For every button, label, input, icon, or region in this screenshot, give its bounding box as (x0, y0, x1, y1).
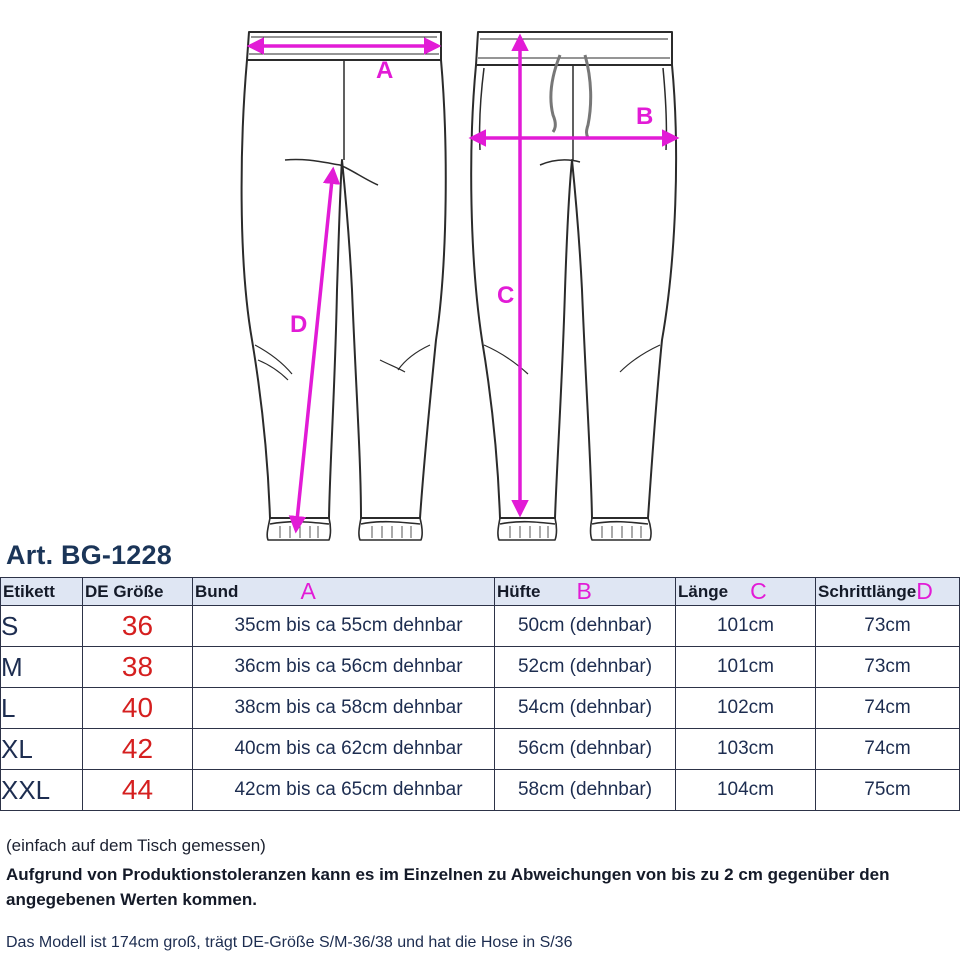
pants-back-view (242, 32, 446, 540)
table-row (1, 647, 960, 688)
header-schrittlaenge: SchrittlängeD (816, 578, 960, 606)
label-a: A (376, 57, 394, 84)
cell-bund: 40cm bis ca 62cm dehnbar (193, 729, 495, 770)
cell-huefte: 56cm (dehnbar) (495, 729, 676, 770)
drawstring-right (585, 55, 591, 138)
back-knee-right (380, 345, 430, 372)
size-table (0, 577, 960, 811)
header-bund: Bund A (193, 578, 495, 606)
cell-huefte: 52cm (dehnbar) (495, 647, 676, 688)
measurement-arrows (250, 37, 676, 530)
header-laenge: Länge C (676, 578, 816, 606)
drawstring-left (551, 55, 560, 132)
cell-schrittlaenge: 73cm (816, 606, 960, 647)
header-huefte: Hüfte B (495, 578, 676, 606)
label-c: C (497, 282, 515, 309)
cell-de-groesse: 42 (83, 729, 193, 770)
cell-bund: 42cm bis ca 65cm dehnbar (193, 770, 495, 811)
back-cuff-right (359, 518, 422, 540)
back-cuff-left (267, 518, 330, 540)
cell-bund: 38cm bis ca 58cm dehnbar (193, 688, 495, 729)
table-row (1, 729, 960, 770)
cell-schrittlaenge: 75cm (816, 770, 960, 811)
label-d: D (290, 311, 308, 338)
article-number: Art. BG-1228 (6, 540, 172, 570)
cell-laenge: 103cm (676, 729, 816, 770)
cell-de-groesse: 38 (83, 647, 193, 688)
cell-de-groesse: 40 (83, 688, 193, 729)
front-knee-right (620, 345, 660, 372)
cell-bund: 36cm bis ca 56cm dehnbar (193, 647, 495, 688)
front-fly-curve (540, 160, 580, 165)
measure-d-arrow (296, 170, 333, 530)
table-row (1, 688, 960, 729)
tolerance-note: Aufgrund von Produktionstoleranzen kann es im Einzelnen zu Abweichungen von bis zu 2 cm gegenüber den angegebenen Werten kommen. (6, 865, 890, 909)
cell-etikett: XXL (1, 770, 83, 811)
cell-huefte: 50cm (dehnbar) (495, 606, 676, 647)
measurement-note: (einfach auf dem Tisch gemessen) (6, 836, 266, 855)
cell-etikett: S (1, 606, 83, 647)
cell-huefte: 58cm (dehnbar) (495, 770, 676, 811)
table-row (1, 606, 960, 647)
cell-huefte: 54cm (dehnbar) (495, 688, 676, 729)
cell-de-groesse: 44 (83, 770, 193, 811)
table-header-row (1, 578, 960, 606)
cell-bund: 35cm bis ca 55cm dehnbar (193, 606, 495, 647)
cell-laenge: 104cm (676, 770, 816, 811)
cell-etikett: L (1, 688, 83, 729)
front-waistband (476, 32, 672, 65)
cell-schrittlaenge: 74cm (816, 688, 960, 729)
cell-etikett: M (1, 647, 83, 688)
label-b: B (636, 103, 654, 130)
cell-schrittlaenge: 74cm (816, 729, 960, 770)
model-note: Das Modell ist 174cm groß, trägt DE-Größe S/M-36/38 und hat die Hose in S/36 (6, 934, 573, 951)
table-row (1, 770, 960, 811)
front-cuff-right (591, 518, 652, 540)
cell-de-groesse: 36 (83, 606, 193, 647)
cell-etikett: XL (1, 729, 83, 770)
back-knee-left (255, 345, 292, 380)
cell-schrittlaenge: 73cm (816, 647, 960, 688)
cell-laenge: 102cm (676, 688, 816, 729)
cell-laenge: 101cm (676, 647, 816, 688)
header-etikett: Etikett (1, 578, 83, 606)
header-de-groesse: DE Größe (83, 578, 193, 606)
cell-laenge: 101cm (676, 606, 816, 647)
